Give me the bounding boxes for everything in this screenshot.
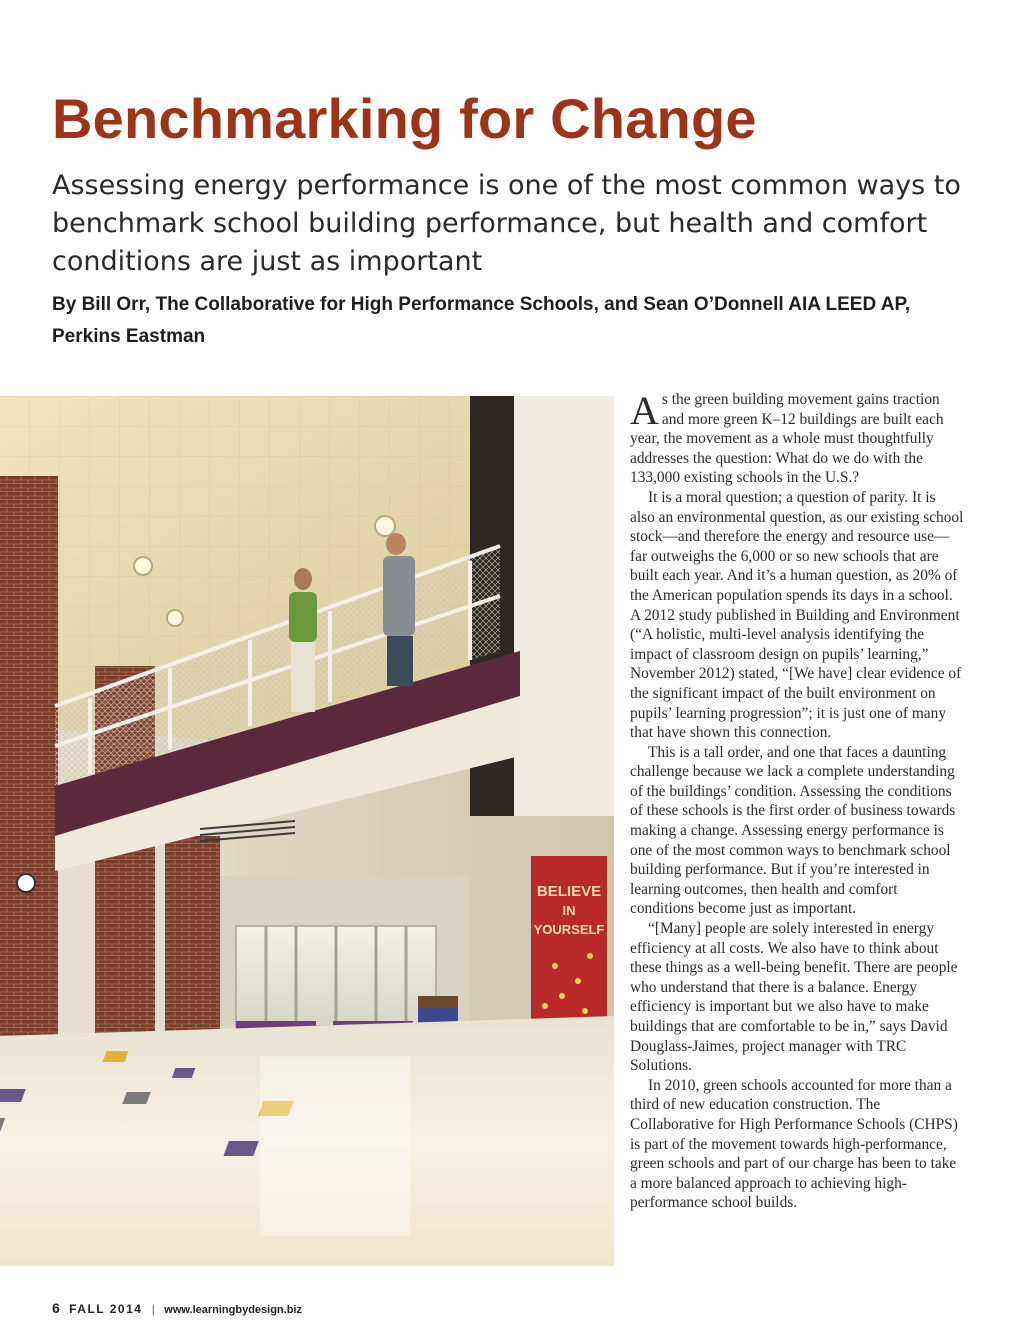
body-paragraph-2: It is a moral question; a question of parity. It is also an environmental question, as our existing school stock—and therefore the energy and resource use—far outweighs the 6,000 or so new schools that are built each year. And it’s a human question, as 20% of the American population spends its days in a school. A 2012 study published in Building and Environment (“A holistic, multi-level analysis identifying the impact of classroom design on pupils’ learning,” November 2012) stated, “[We have] clear evidence of the significant impact of the built environment on pupils’ learning progression”; it is just one of many that have shown this connection. [630, 488, 964, 742]
footer-separator: | [151, 1302, 155, 1316]
banner-text-line-1: BELIEVE [536, 883, 602, 900]
article-body [630, 390, 964, 1213]
body-paragraph-1 [630, 390, 964, 488]
issue-label: FALL 2014 [69, 1302, 143, 1316]
banner-text-line-3: YOURSELF [533, 922, 605, 937]
article-subtitle: Assessing energy performance is one of the most common ways to benchmark school building performance, but health and comfort conditions are just as important [52, 170, 961, 277]
page-number: 6 [52, 1300, 60, 1316]
banner-text-line-2: IN [562, 903, 576, 918]
body-paragraph-3: This is a tall order, and one that faces a daunting challenge because we lack a complete understanding of the buildings’ condition. Assessing the conditions of these schools is the first order of business towards making a change. Assessing energy performance is one of the most common ways to benchmark school building performance. But if you’re interested in learning outcomes, then health and comfort conditions become just as important. [630, 743, 956, 918]
page-footer [52, 1300, 302, 1316]
website-link[interactable]: www.learningbydesign.biz [164, 1304, 302, 1316]
body-paragraph-5: In 2010, green schools accounted for more than a third of new education construction. The Collaborative for High Performance Schools (CHPS) is part of the movement towards high-performance, green schools and part of our charge has been to take a more balanced approach to achieving high-performance school builds. [630, 1076, 958, 1212]
body-paragraph-4: “[Many] people are solely interested in energy efficiency at all costs. We also have to think about these things as a well-being benefit. There are people who understand that there is a balance. Energy efficiency is important but we also have to make buildings that are comfortable to be in,” says David Douglass-Jaimes, project manager with TRC Solutions. [630, 920, 958, 1075]
article-title: Benchmarking for Change [52, 87, 757, 150]
body-paragraph-1-text: s the green building movement gains traction and more green K–12 buildings are built each year, the movement as a whole must thoughtfully addresses the question: What do we do with the 133,000 existing schools in the U.S.? [630, 391, 944, 487]
school-atrium-photo [0, 396, 614, 1266]
article-byline: By Bill Orr, The Collaborative for High Performance Schools, and Sean O’Donnell AIA LEED AP, Perkins Eastman [52, 294, 910, 347]
drop-cap: A [630, 388, 659, 433]
